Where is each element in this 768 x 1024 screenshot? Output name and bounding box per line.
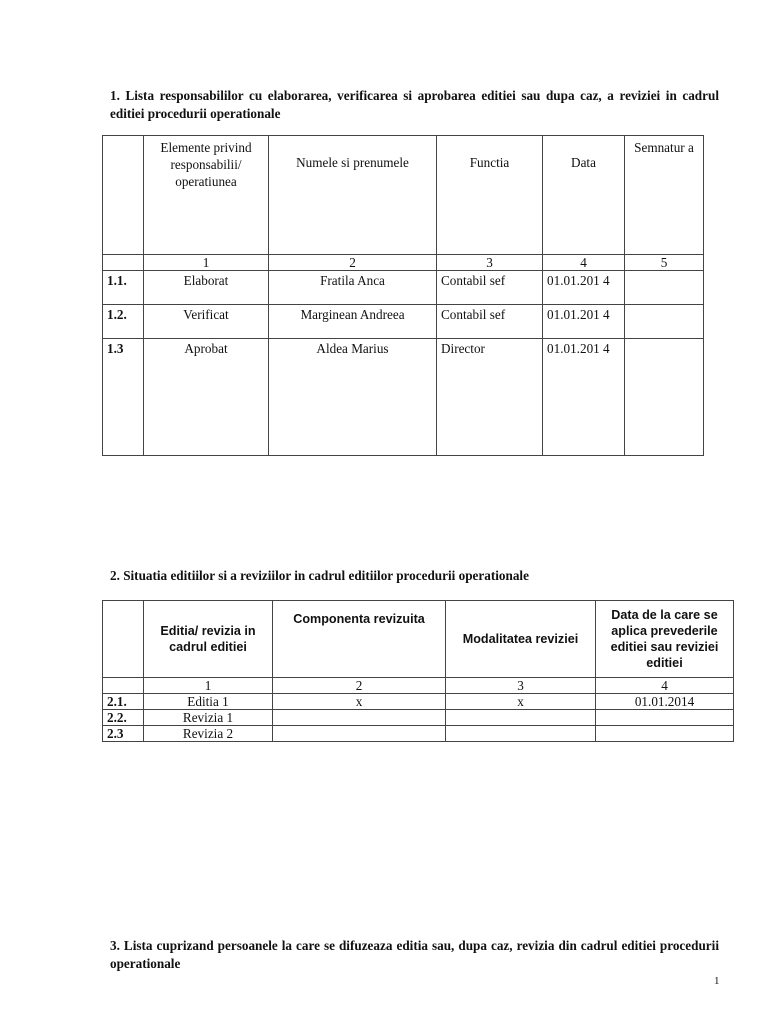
row-signature: [625, 305, 704, 339]
column-number: 2: [273, 678, 446, 694]
table-header-row: [103, 601, 734, 678]
row-edition: Revizia 2: [144, 726, 273, 742]
row-edition: Revizia 1: [144, 710, 273, 726]
column-number: 1: [144, 678, 273, 694]
header-cell-date: Data de la care se aplica prevederile editiei sau reviziei editiei: [596, 601, 734, 678]
header-cell-mode: Modalitatea reviziei: [446, 601, 596, 678]
table-row: [103, 710, 734, 726]
column-number: 1: [144, 255, 269, 271]
row-component: [273, 726, 446, 742]
column-number-row: [103, 255, 704, 271]
column-number: 3: [446, 678, 596, 694]
row-date: [596, 710, 734, 726]
section2-heading: 2. Situatia editiilor si a reviziilor in cadrul editiilor procedurii operationale: [110, 568, 529, 583]
editions-table: [102, 600, 734, 742]
header-cell: [103, 601, 144, 678]
row-mode: [446, 726, 596, 742]
header-cell-function: Functia: [437, 136, 543, 255]
row-date: 01.01.201 4: [543, 339, 625, 456]
row-edition: Editia 1: [144, 694, 273, 710]
row-name: Marginean Andreea: [269, 305, 437, 339]
row-element: Verificat: [144, 305, 269, 339]
responsibles-table: [102, 135, 704, 456]
section3-heading: 3. Lista cuprizand persoanele la care se difuzeaza editia sau, dupa caz, revizia din cadrul editiei procedurii operationale: [110, 938, 719, 971]
column-number: 4: [596, 678, 734, 694]
header-cell-date: Data: [543, 136, 625, 255]
row-element: Elaborat: [144, 271, 269, 305]
header-cell: [103, 136, 144, 255]
row-date: 01.01.2014: [596, 694, 734, 710]
table-header-row: [103, 136, 704, 255]
column-number: 4: [543, 255, 625, 271]
table-row: [103, 305, 704, 339]
page-number: 1: [714, 975, 720, 987]
header-cell-signature: Semnatur a: [625, 136, 704, 255]
row-mode: x: [446, 694, 596, 710]
row-component: x: [273, 694, 446, 710]
row-label: 1.2.: [103, 305, 144, 339]
row-date: [596, 726, 734, 742]
section1-heading: 1. Lista responsabililor cu elaborarea, verificarea si aprobarea editiei sau dupa caz, a reviziei in cadrul editiei procedurii operationale: [110, 88, 719, 121]
header-cell-elements: Elemente privind responsabilii/ operatiunea: [144, 136, 269, 255]
row-label: 1.3: [103, 339, 144, 456]
row-date: 01.01.201 4: [543, 271, 625, 305]
row-signature: [625, 271, 704, 305]
header-cell-component: Componenta revizuita: [273, 601, 446, 678]
row-function: Contabil sef: [437, 271, 543, 305]
row-label: 2.1.: [103, 694, 144, 710]
row-function: Contabil sef: [437, 305, 543, 339]
row-element: Aprobat: [144, 339, 269, 456]
table-row: [103, 271, 704, 305]
row-signature: [625, 339, 704, 456]
column-number: 5: [625, 255, 704, 271]
row-name: Aldea Marius: [269, 339, 437, 456]
table-row: [103, 694, 734, 710]
row-date: 01.01.201 4: [543, 305, 625, 339]
row-function: Director: [437, 339, 543, 456]
column-number: [103, 678, 144, 694]
row-mode: [446, 710, 596, 726]
header-cell-name: Numele si prenumele: [269, 136, 437, 255]
row-label: 1.1.: [103, 271, 144, 305]
row-label: 2.2.: [103, 710, 144, 726]
row-component: [273, 710, 446, 726]
column-number: 2: [269, 255, 437, 271]
column-number-row: [103, 678, 734, 694]
table-row: [103, 726, 734, 742]
column-number: 3: [437, 255, 543, 271]
table-row: [103, 339, 704, 456]
header-cell-edition: Editia/ revizia in cadrul editiei: [144, 601, 273, 678]
row-label: 2.3: [103, 726, 144, 742]
row-name: Fratila Anca: [269, 271, 437, 305]
column-number: [103, 255, 144, 271]
